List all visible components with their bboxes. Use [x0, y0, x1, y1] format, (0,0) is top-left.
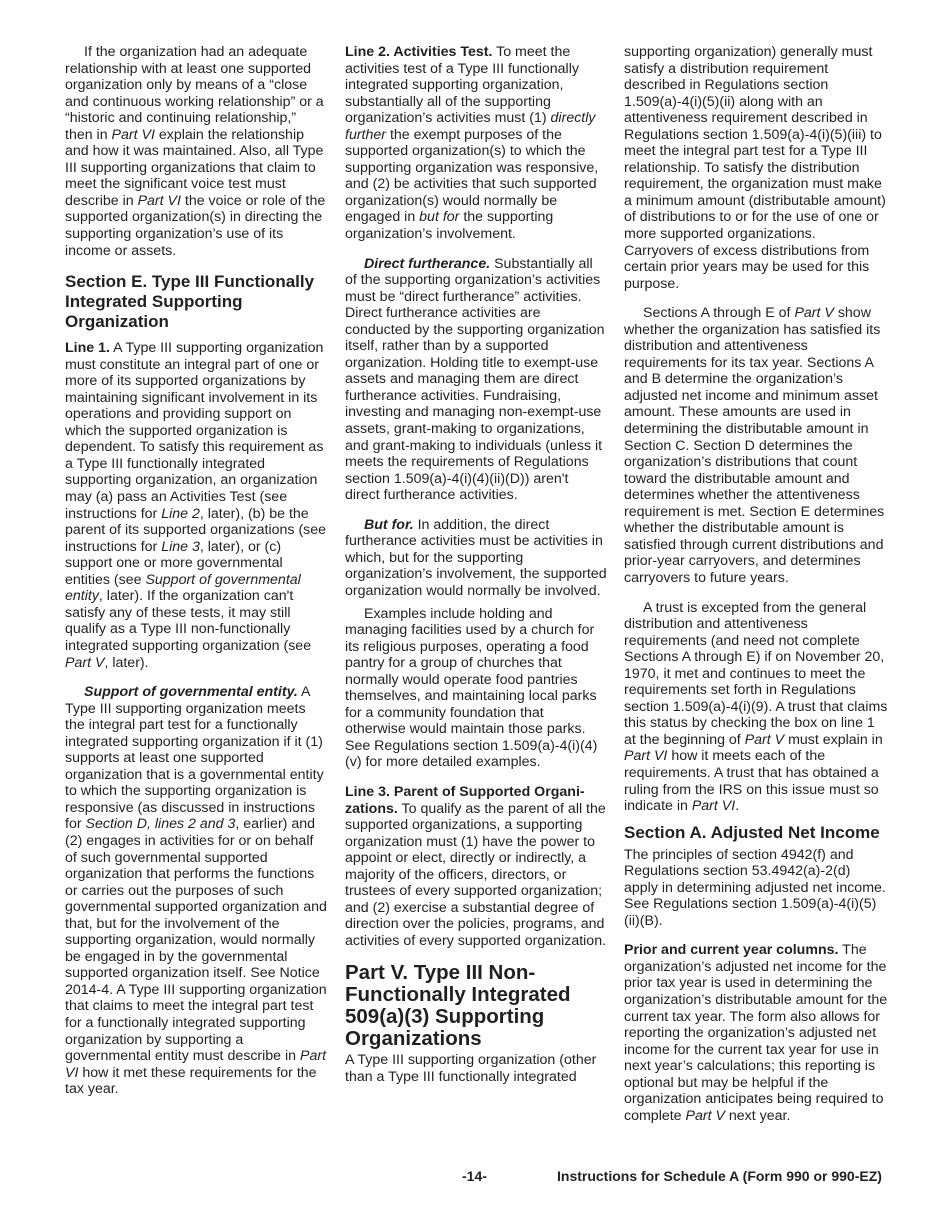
paragraph-line-2: Line 2. Activities Test. To meet the activities test of a Type III functionally integrated supporting organization, substantially all of the supporting organization’s activities must (1) directly further the exempt purposes of the supported organization(s) to which the supporting organization was responsive, and (2) be activities that such supported organization(s) would normally be engaged in but for the supporting organization’s involvement. — [345, 44, 599, 243]
paragraph-principles: The principles of section 4942(f) and Regulations section 53.4942(a)-2(d) apply in determining adjusted net income. See Regulations section 1.509(a)-4(i)(5)(ii)(B). — [624, 846, 886, 929]
section-a-heading: Section A. Adjusted Net Income — [624, 822, 880, 842]
paragraph-line-1: Line 1. A Type III supporting organization must constitute an integral part of one or more of its supported organizations by maintaining significant involvement in its operations and providing support on which the supported organization is dependent. To satisfy this requirement as a Type III functionally integrated supporting organization, an organization may (a) pass an Activities Test (see instructions for Line 2, later), (b) be the parent of its supported organizations (see instructions for Line 3, later), or (c) support one or more governmental entities (see Support of governmental entity, later). If the organization can't satisfy any of these tests, it may still qualify as a Type III non-functionally integrated supporting organization (see Part V, later). — [65, 340, 327, 671]
paragraph-line-3: Line 3. Parent of Supported Organi-zations. To qualify as the parent of all the supported organizations, a supporting organization must (1) have the power to appoint or elect, directly or indirectly, a majority of the officers, directors, or trustees of every supported organization; and (2) exercise a substantial degree of direction over the policies, programs, and activities of every supported organization. — [345, 783, 607, 949]
paragraph-adequate-relationship: If the organization had an adequate relationship with at least one supported organization only by means of a “close and continuous working relationship” or a “historic and continuing relationship,” then in Part VI explain the relationship and how it was maintained. Also, all Type III supporting organizations that claim to meet the significant voice test must describe in Part VI the voice or role of the supported organization(s) in directing the supporting organization’s use of its income or assets. — [65, 44, 326, 259]
section-e-heading: Section E. Type III Functionally Integrated Supporting Organization — [65, 272, 315, 332]
paragraph-examples: Examples include holding and managing facilities used by a church for its religious purposes, operating a food pantry for a group of churches that normally would operate food pantries themselves, and maintaining local parks for a community foundation that otherwise would maintain those parks. See Regulations section 1.509(a)-4(i)(4)(v) for more detailed examples. — [345, 605, 598, 771]
page-number: -14- — [462, 1168, 487, 1184]
paragraph-direct-furtherance: Direct furtherance. Substantially all of the supporting organization’s activities must be “direct furtherance” activities. Direct furtherance activities are conducted by the supporting organization itself, rather than by a supported organization. Holding title to exempt-use assets and managing them are direct furtherance activities. Fundraising, investing and managing non-exempt-use assets, grant-making to organizations, and grant-making to individuals (unless it meets the requirements of Regulations section 1.509(a)-4(i)(4)(ii)(D)) aren't direct furtherance activities. — [345, 255, 605, 504]
column-right — [624, 44, 888, 1137]
paragraph-part-v-intro: A Type III supporting organization (other than a Type III functionally integrated — [345, 1052, 597, 1085]
paragraph-but-for: But for. In addition, the direct furtherance activities must be activities in which, but for the supporting organization’s involvement, the supported organization would normally be involved. — [345, 516, 607, 599]
paragraph-support-governmental-entity: Support of governmental entity. A Type III supporting organization meets the integral part test for a functionally integrated supporting organization if it (1) supports at least one supported organization that is a governmental entity to which the supporting organization is responsive (as discussed in instructions for Section D, lines 2 and 3, earlier) and (2) engages in activities for or on behalf of such governmental supported organization that performs the functions or carries out the purposes of such governmental supported organization and that, but for the involvement of the supporting organization, would normally be engaged in by the governmental supported organization itself. See Notice 2014-4. A Type III supporting organization that claims to meet the integral part test for a functionally integrated supporting organization by supporting a governmental entity must describe in Part VI how it met these requirements for the tax year. — [65, 684, 327, 1098]
paragraph-trust-exception: A trust is excepted from the general distribution and attentiveness requirements (and need not complete Sections A through E) if on November 20, 1970, it met and continues to meet the requirements set forth in Regulations section 1.509(a)-4(i)(9). A trust that claims this status by checking the box on line 1 at the beginning of Part V must explain in Part VI how it meets each of the requirements. A trust that has obtained a ruling from the IRS on this issue must so indicate in Part VI. — [624, 599, 888, 815]
part-v-heading: Part V. Type III Non-Functionally Integrated 509(a)(3) Supporting Organizations — [345, 961, 571, 1051]
paragraph-sections-a-through-e: Sections A through E of Part V show whether the organization has satisfied its distribution and attentiveness requirements for its tax year. Sections A and B determine the organization’s adjusted net income and minimum asset amount. These amounts are used in determining the distributable amount in Section C. Section D determines the organization’s distributions that count toward the distributable amount and determines whether the attentiveness requirement is met. Section E determines whether the distributable amount is satisfied through current distributions and prior-year carryovers, and determines carryovers to future years. — [624, 305, 885, 586]
paragraph-prior-current-year: Prior and current year columns. The organization’s adjusted net income for the prior tax year is used in determining the organization’s distributable amount for the current tax year. The form also allows for reporting the organization’s adjusted net income for the current tax year for use in next year’s calculations; this reporting is optional but may be helpful if the organization anticipates being required to complete Part V next year. — [624, 942, 888, 1124]
paragraph-distribution-requirement: supporting organization) generally must satisfy a distribution requirement described in Regulations section 1.509(a)-4(i)(5)(ii) along with an attentiveness requirement described in Regulations section 1.509(a)-4(i)(5)(iii) to meet the integral part test for a Type III relationship. To satisfy the distribution requirement, the organization must make a minimum amount (distributable amount) of distributions to or for the use of one or more supported organizations. Carryovers of excess distributions from certain prior years may be used for this purpose. — [624, 44, 886, 292]
column-middle — [345, 44, 607, 1099]
document-title-footer: Instructions for Schedule A (Form 990 or 990-EZ) — [557, 1168, 882, 1184]
column-left — [65, 44, 327, 1111]
